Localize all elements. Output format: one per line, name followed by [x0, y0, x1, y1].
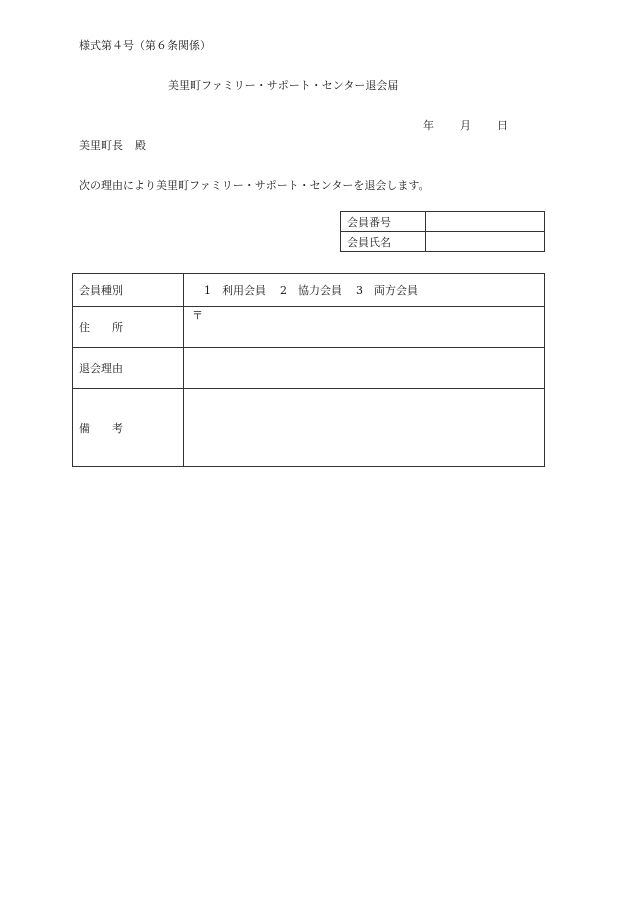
member-id-table	[340, 211, 545, 252]
address-field[interactable]	[184, 307, 545, 348]
form-number: 様式第４号（第６条関係）	[79, 39, 211, 52]
member-type-option-cooperator[interactable]: 2 協力会員	[280, 284, 342, 297]
member-type-options	[184, 274, 545, 307]
date-line	[423, 117, 508, 133]
reason-field[interactable]	[184, 348, 545, 389]
address-label	[73, 307, 184, 348]
notes-label	[73, 389, 184, 467]
member-type-label: 会員種別	[73, 274, 184, 307]
addressee-name: 美里町長	[79, 139, 123, 152]
member-type-row	[73, 274, 545, 307]
addressee	[79, 137, 146, 153]
member-number-row	[341, 212, 545, 232]
postal-mark: 〒	[192, 309, 203, 322]
member-name-label: 会員氏名	[341, 232, 426, 252]
date-day-label: 日	[497, 119, 508, 132]
reason-row	[73, 348, 545, 389]
member-type-option-user[interactable]: 1 利用会員	[204, 284, 266, 297]
address-row	[73, 307, 545, 348]
notes-field[interactable]	[184, 389, 545, 467]
member-name-row	[341, 232, 545, 252]
addressee-honorific: 殿	[135, 139, 146, 152]
reason-label: 退会理由	[73, 348, 184, 389]
address-label-char-1: 住	[79, 321, 90, 334]
date-year-label: 年	[423, 119, 434, 132]
notes-row	[73, 389, 545, 467]
member-name-field[interactable]	[426, 232, 545, 252]
member-number-label: 会員番号	[341, 212, 426, 232]
form-title: 美里町ファミリー・サポート・センター退会届	[168, 79, 399, 92]
member-number-field[interactable]	[426, 212, 545, 232]
address-label-char-2: 所	[112, 321, 123, 334]
notes-label-char-1: 備	[79, 421, 90, 435]
withdrawal-statement: 次の理由により美里町ファミリー・サポート・センターを退会します。	[79, 179, 430, 192]
notes-label-char-2: 考	[112, 421, 123, 435]
date-month-label: 月	[460, 119, 471, 132]
member-type-option-both[interactable]: 3 両方会員	[356, 284, 418, 297]
withdrawal-details-table	[72, 273, 545, 467]
